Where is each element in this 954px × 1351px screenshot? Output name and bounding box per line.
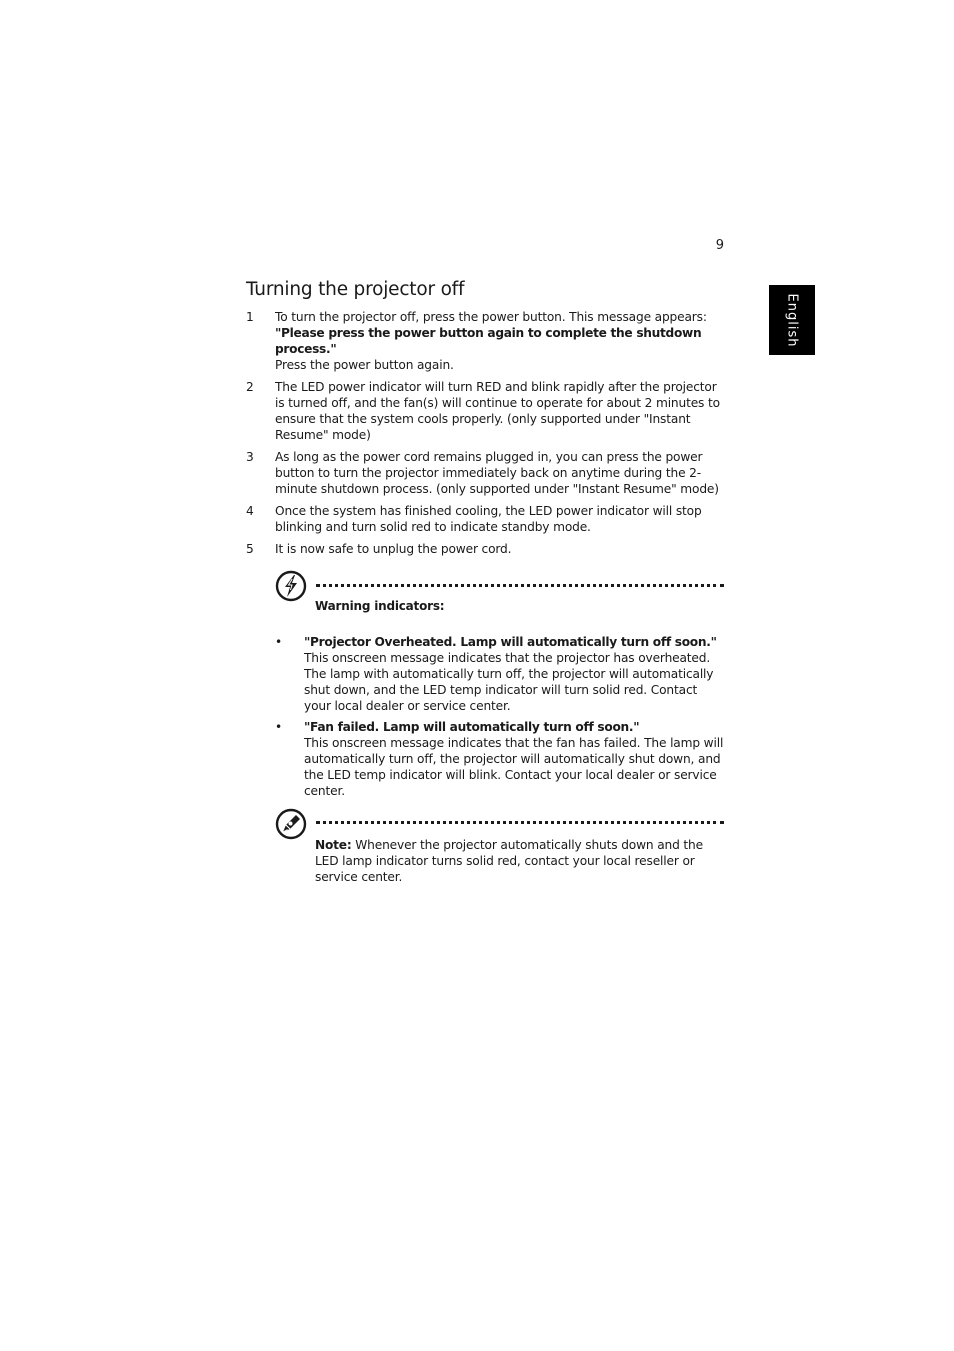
- bullet-body: This onscreen message indicates that the fan has failed. The lamp will automatically turn off, the projector will automatically shut down, and the LED temp indicator will blink. Contact your local dealer or service center.: [304, 736, 724, 798]
- list-item: [246, 503, 726, 535]
- step-number: 1: [246, 310, 254, 324]
- list-item: [275, 634, 725, 714]
- language-tab: [769, 285, 815, 355]
- step-text: Once the system has finished cooling, the LED power indicator will stop blinking and turn solid red to indicate standby mode.: [275, 504, 702, 534]
- note-label: Note:: [315, 838, 352, 852]
- bullet-mark: •: [275, 720, 283, 734]
- step-text-line: To turn the projector off, press the power button. This message appears:: [275, 310, 707, 324]
- bullet-title: "Projector Overheated. Lamp will automatically turn off soon.": [304, 635, 717, 649]
- step-number: 4: [246, 504, 254, 518]
- list-item: [275, 719, 725, 799]
- step-number: 2: [246, 380, 254, 394]
- bullet-title: "Fan failed. Lamp will automatically turn off soon.": [304, 720, 640, 734]
- warning-lightning-icon: [275, 570, 307, 602]
- shutdown-message: "Please press the power button again to complete the shutdown process.": [275, 326, 702, 356]
- note-body: Whenever the projector automatically shuts down and the LED lamp indicator turns solid red, contact your local reseller or service center.: [315, 838, 703, 884]
- warning-divider: [316, 584, 724, 587]
- warning-heading: Warning indicators:: [315, 599, 445, 613]
- step-number: 5: [246, 542, 254, 556]
- note-pen-icon: [275, 808, 307, 840]
- list-item: [246, 541, 726, 557]
- warning-bullets: [275, 634, 725, 804]
- list-item: [246, 309, 726, 373]
- bullet-mark: •: [275, 635, 283, 649]
- step-text-line: Press the power button again.: [275, 358, 454, 372]
- step-text: As long as the power cord remains plugged in, you can press the power button to turn the projector immediately back on anytime during the 2-minute shutdown process. (only supported under "Instant Resume" mode): [275, 450, 719, 496]
- language-tab-label: English: [784, 293, 800, 347]
- step-text: The LED power indicator will turn RED and blink rapidly after the projector is turned off, and the fan(s) will continue to operate for about 2 minutes to ensure that the system cools properly. (only supported under "Instant Resume" mode): [275, 380, 720, 442]
- list-item: [246, 379, 726, 443]
- step-number: 3: [246, 450, 254, 464]
- note-text: [315, 837, 725, 885]
- page-number: 9: [715, 238, 724, 253]
- step-text: It is now safe to unplug the power cord.: [275, 542, 512, 556]
- page-title: Turning the projector off: [246, 279, 465, 300]
- note-divider: [316, 821, 724, 824]
- list-item: [246, 449, 726, 497]
- step-text: [275, 309, 723, 373]
- steps-list: [246, 309, 726, 563]
- bullet-body: This onscreen message indicates that the projector has overheated. The lamp with automatically turn off, the projector will automatically shut down, and the LED temp indicator will turn solid red. Contact your local dealer or service center.: [304, 651, 714, 713]
- bullet-text: [304, 719, 724, 799]
- bullet-text: [304, 634, 724, 714]
